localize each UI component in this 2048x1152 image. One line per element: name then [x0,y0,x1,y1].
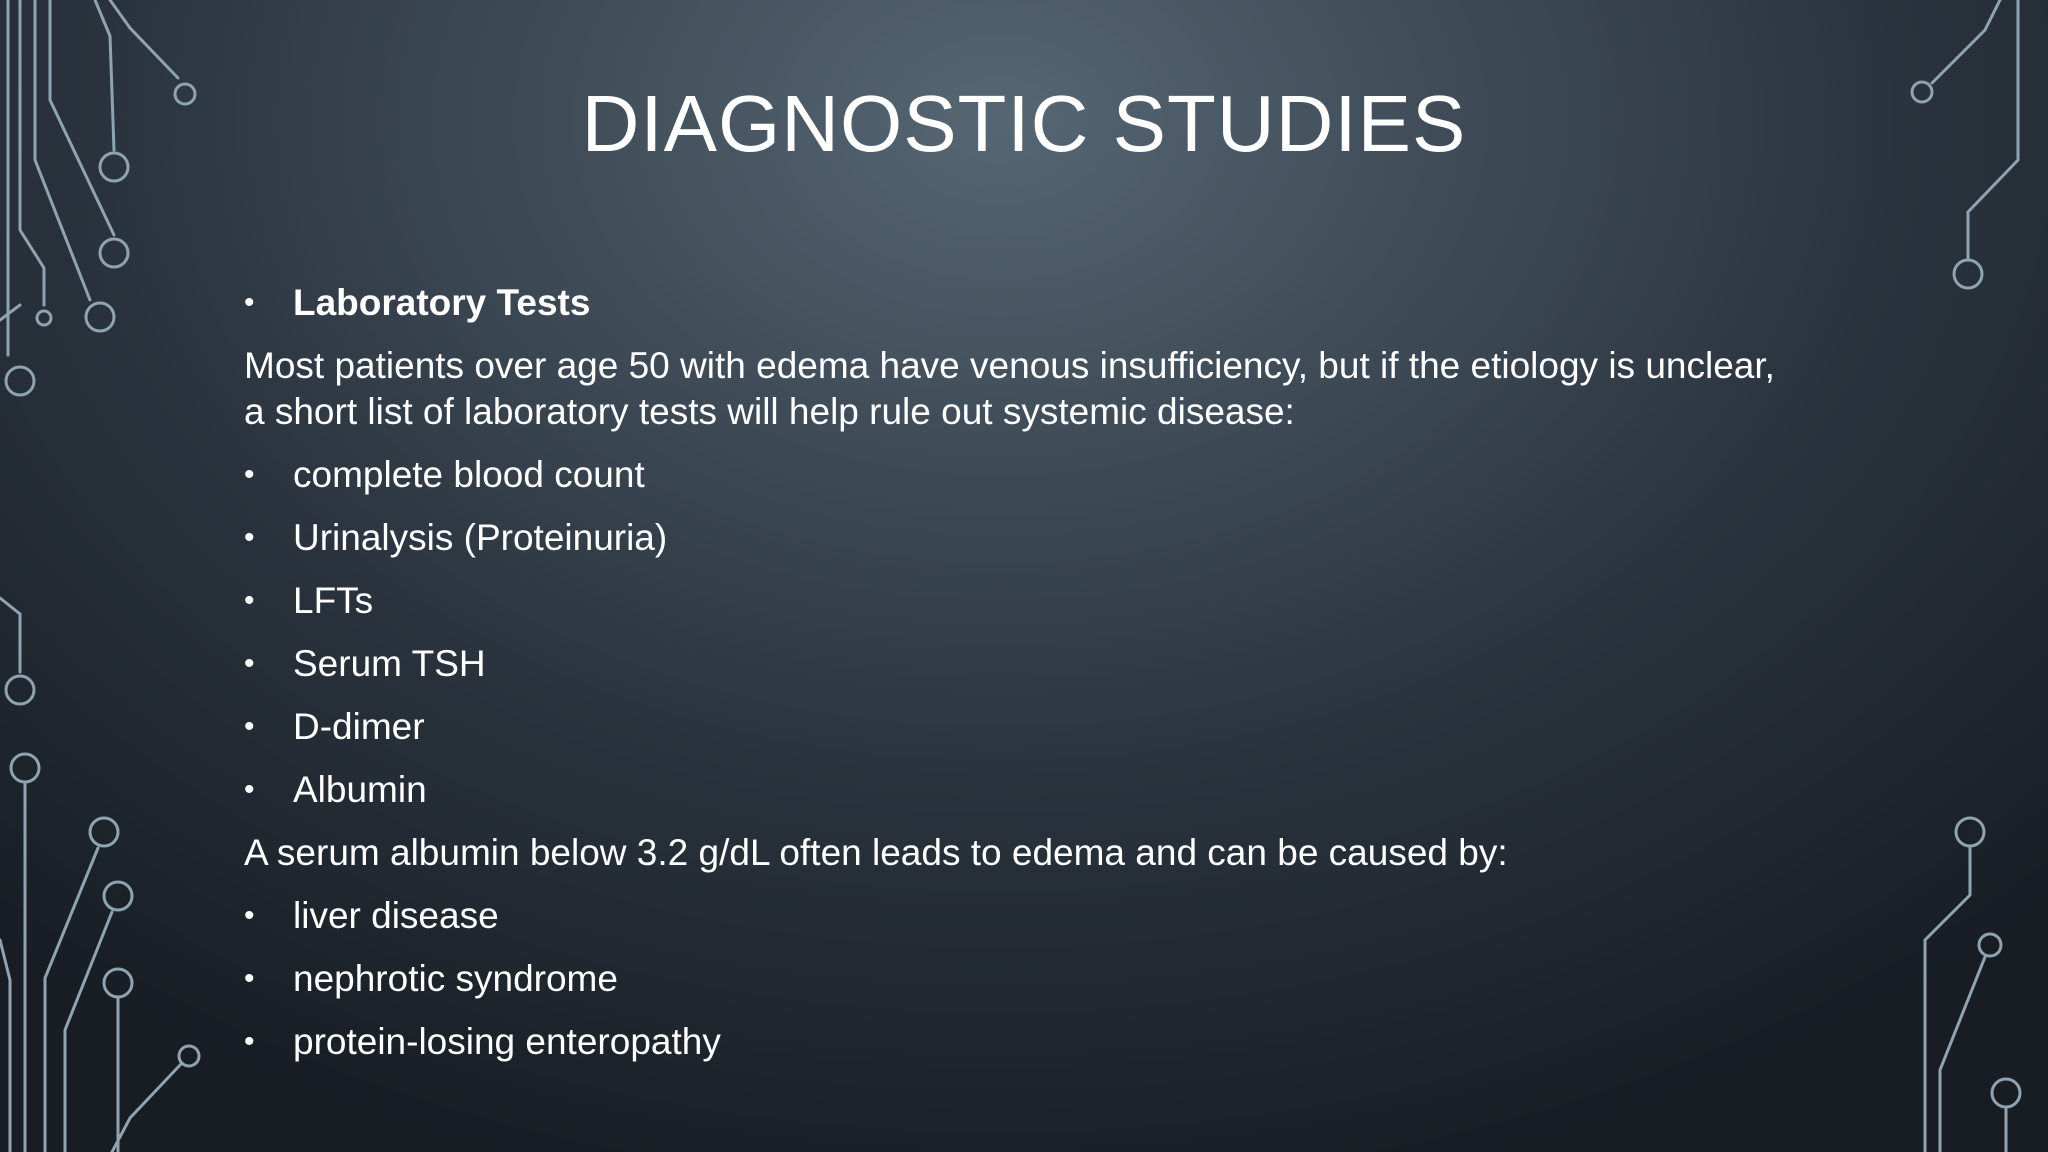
list-item-label: protein-losing enteropathy [293,1021,721,1062]
bullet-icon: • [244,286,255,319]
section-heading-item [244,280,1804,326]
slide-body [244,280,1804,1082]
list-item [244,767,1804,813]
bullet-icon: • [244,1025,255,1058]
list-item [244,704,1804,750]
list-item-label: Urinalysis (Proteinuria) [293,517,668,558]
list-item [244,641,1804,687]
list-item-label: Albumin [293,769,427,810]
list-item [244,452,1804,498]
bullet-icon: • [244,584,255,617]
tests-list [244,452,1804,813]
intro-paragraph: Most patients over age 50 with edema have venous insufficiency, but if the etiology is unclear, a short list of laboratory tests will help rule out systemic disease: [244,345,1775,432]
list-item [244,956,1804,1002]
circuit-bottom-left [0,818,199,1152]
list-item-label: complete blood count [293,454,645,495]
circuit-top-left [0,0,195,395]
list-item [244,1019,1804,1065]
circuit-middle-left [0,598,39,1152]
bullet-icon: • [244,521,255,554]
circuit-bottom-right [1925,818,2020,1152]
list-item-label: LFTs [293,580,374,621]
bullet-icon: • [244,647,255,680]
causes-list [244,893,1804,1065]
list-item [244,515,1804,561]
bullet-icon: • [244,962,255,995]
slide-title: DIAGNOSTIC STUDIES [581,79,1467,168]
bullet-icon: • [244,710,255,743]
bullet-icon: • [244,458,255,491]
list-item-label: nephrotic syndrome [293,958,618,999]
bullet-icon: • [244,773,255,806]
list-item [244,893,1804,939]
list-item [244,578,1804,624]
section-heading: Laboratory Tests [293,282,591,323]
bullet-icon: • [244,899,255,932]
list-item-label: liver disease [293,895,499,936]
list-item-label: Serum TSH [293,643,486,684]
albumin-paragraph: A serum albumin below 3.2 g/dL often leads to edema and can be caused by: [244,832,1508,873]
list-item-label: D-dimer [293,706,425,747]
